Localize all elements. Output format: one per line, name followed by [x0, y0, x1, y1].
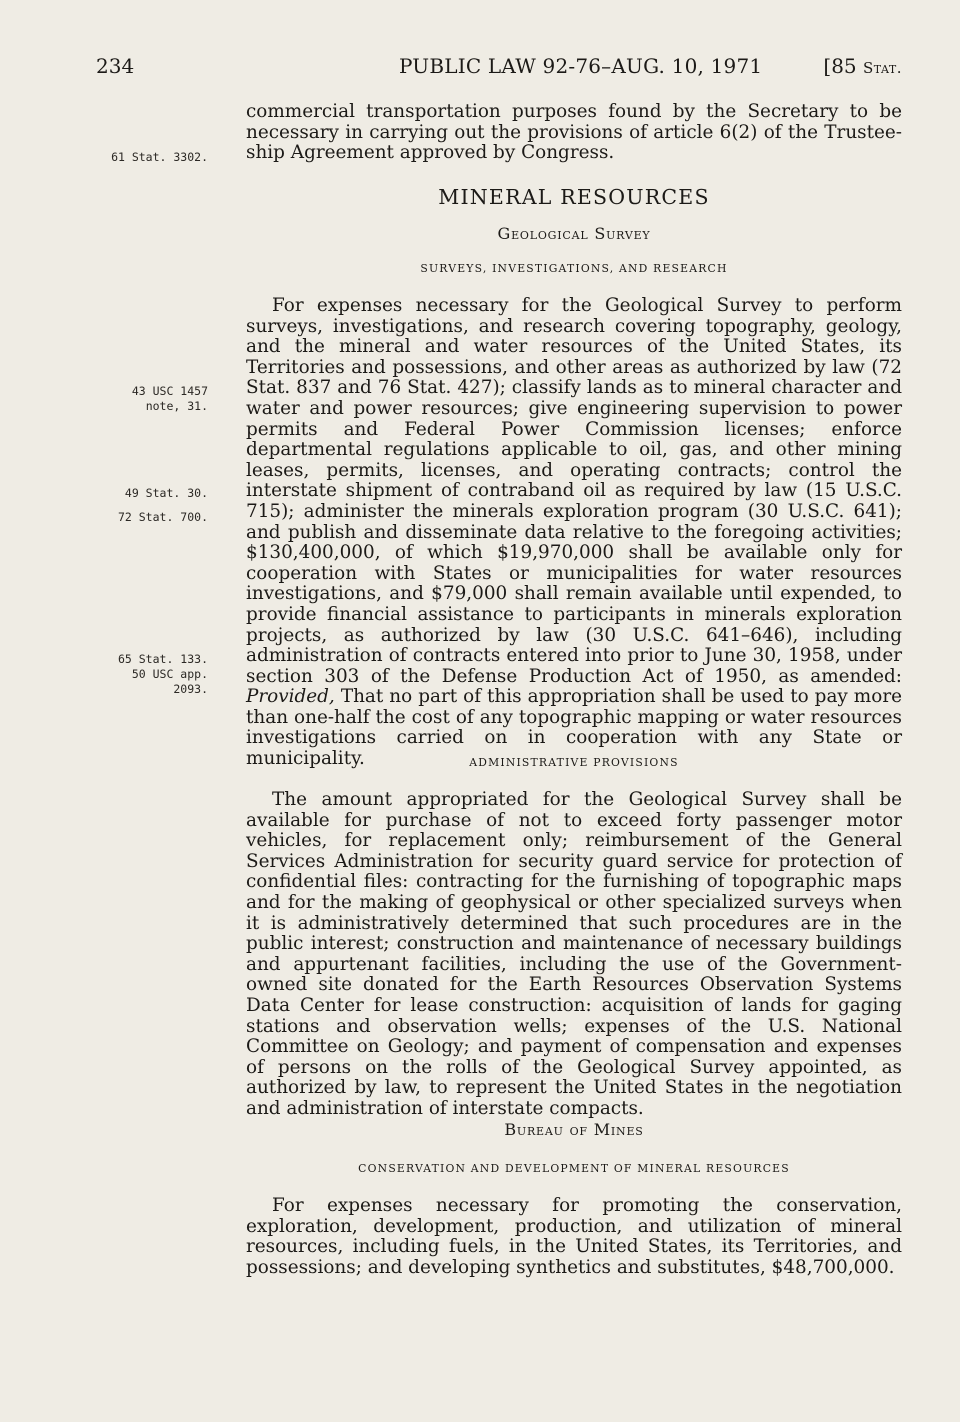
intro-text: commercial transportation purposes found by the Secretary to be necessary in carrying out the provisions of article 6(2) of the Trustee-ship Agreement approved by Congress.	[246, 101, 902, 164]
margin-note: 65 Stat. 133. 50 USC app. 2093.	[117, 652, 208, 696]
statute-word: Stat.	[863, 59, 902, 77]
running-head: PUBLIC LAW 92-76–AUG. 10, 1971	[399, 54, 763, 78]
conservation-paragraph	[246, 1196, 902, 1278]
surveys-heading: SURVEYS, INVESTIGATIONS, AND RESEARCH	[420, 262, 728, 275]
bureau-of-mines-title: Bureau of Mines	[504, 1120, 644, 1139]
intro-paragraph	[246, 102, 902, 164]
admin-heading: ADMINISTRATIVE PROVISIONS	[469, 756, 679, 769]
provided-label: Provided,	[246, 686, 335, 708]
margin-note: 43 USC 1457 note, 31.	[131, 384, 208, 413]
admin-paragraph	[246, 790, 902, 1120]
margin-note: 61 Stat. 3302.	[111, 150, 208, 164]
margin-note: 49 Stat. 30.	[124, 486, 208, 500]
page-header	[96, 54, 902, 84]
page-number: 234	[96, 54, 135, 78]
surveys-paragraph	[246, 296, 902, 770]
conservation-text: For expenses necessary for promoting the conservation, exploration, development, production, and utilization of mineral resources, including fuels, in the United States, its Territories, and possessions; and developing synthetics and substitutes, $48,700,000.	[246, 1195, 902, 1278]
admin-text: The amount appropriated for the Geological Survey shall be available for purchase of not to exceed forty passenger motor vehicles, for replacement only; reimbursement of the General Services Administration for security guard service for protection of confidential files: contracting for the furnishing of topographic maps and for the making of geophysical or other specialized surveys when it is administratively determined that such procedures are in the public interest; construction and maintenance of necessary buildings and appurtenant facilities, including the use of the Government-owned site donated for the Earth Resources Observation Systems Data Center for lease construction: acquisition of lands for gaging stations and observation wells; expenses of the U.S. National Committee on Geology; and payment of compensation and expenses of persons on the rolls of the Geological Survey appointed, as authorized by law, to represent the United States in the negotiation and administration of interstate compacts.	[246, 789, 902, 1119]
surveys-text-b: That no part of this appropriation shall be used to pay more than one-half the cost of any topographic mapping or water resources investigations carried on in cooperation with any State or municipality.	[246, 686, 902, 770]
conservation-heading: CONSERVATION AND DEVELOPMENT OF MINERAL RESOURCES	[358, 1162, 790, 1175]
statute-reference	[823, 54, 902, 78]
surveys-text-a: For expenses necessary for the Geological Survey to perform surveys, investigations, and research covering topography, geology, and the mineral and water resources of the United States, its Territories and possessions, and other areas as authorized by law (72 Stat. 837 and 76 Stat. 427); classify lands as to mineral character and water and power resources; give engineering supervision to power permits and Federal Power Commission licenses; enforce departmental regulations applicable to oil, gas, and other mining leases, permits, licenses, and operating contracts; control the interstate shipment of contraband oil as required by law (15 U.S.C. 715); administer the minerals exploration program (30 U.S.C. 641); and publish and disseminate data relative to the foregoing activities; $130,400,000, of which $19,970,000 shall be available only for cooperation with States or municipalities for water resources investigations, and $79,000 shall remain available until expended, to provide financial assistance to participants in minerals exploration projects, as authorized by law (30 U.S.C. 641–646), including administration of contracts entered into prior to June 30, 1958, under section 303 of the Defense Production Act of 1950, as amended:	[246, 295, 902, 687]
section-title: MINERAL RESOURCES	[438, 185, 710, 209]
margin-note: 72 Stat. 700.	[117, 510, 208, 524]
geological-survey-title: Geological Survey	[497, 224, 651, 243]
statute-bracket: [85	[823, 54, 857, 78]
